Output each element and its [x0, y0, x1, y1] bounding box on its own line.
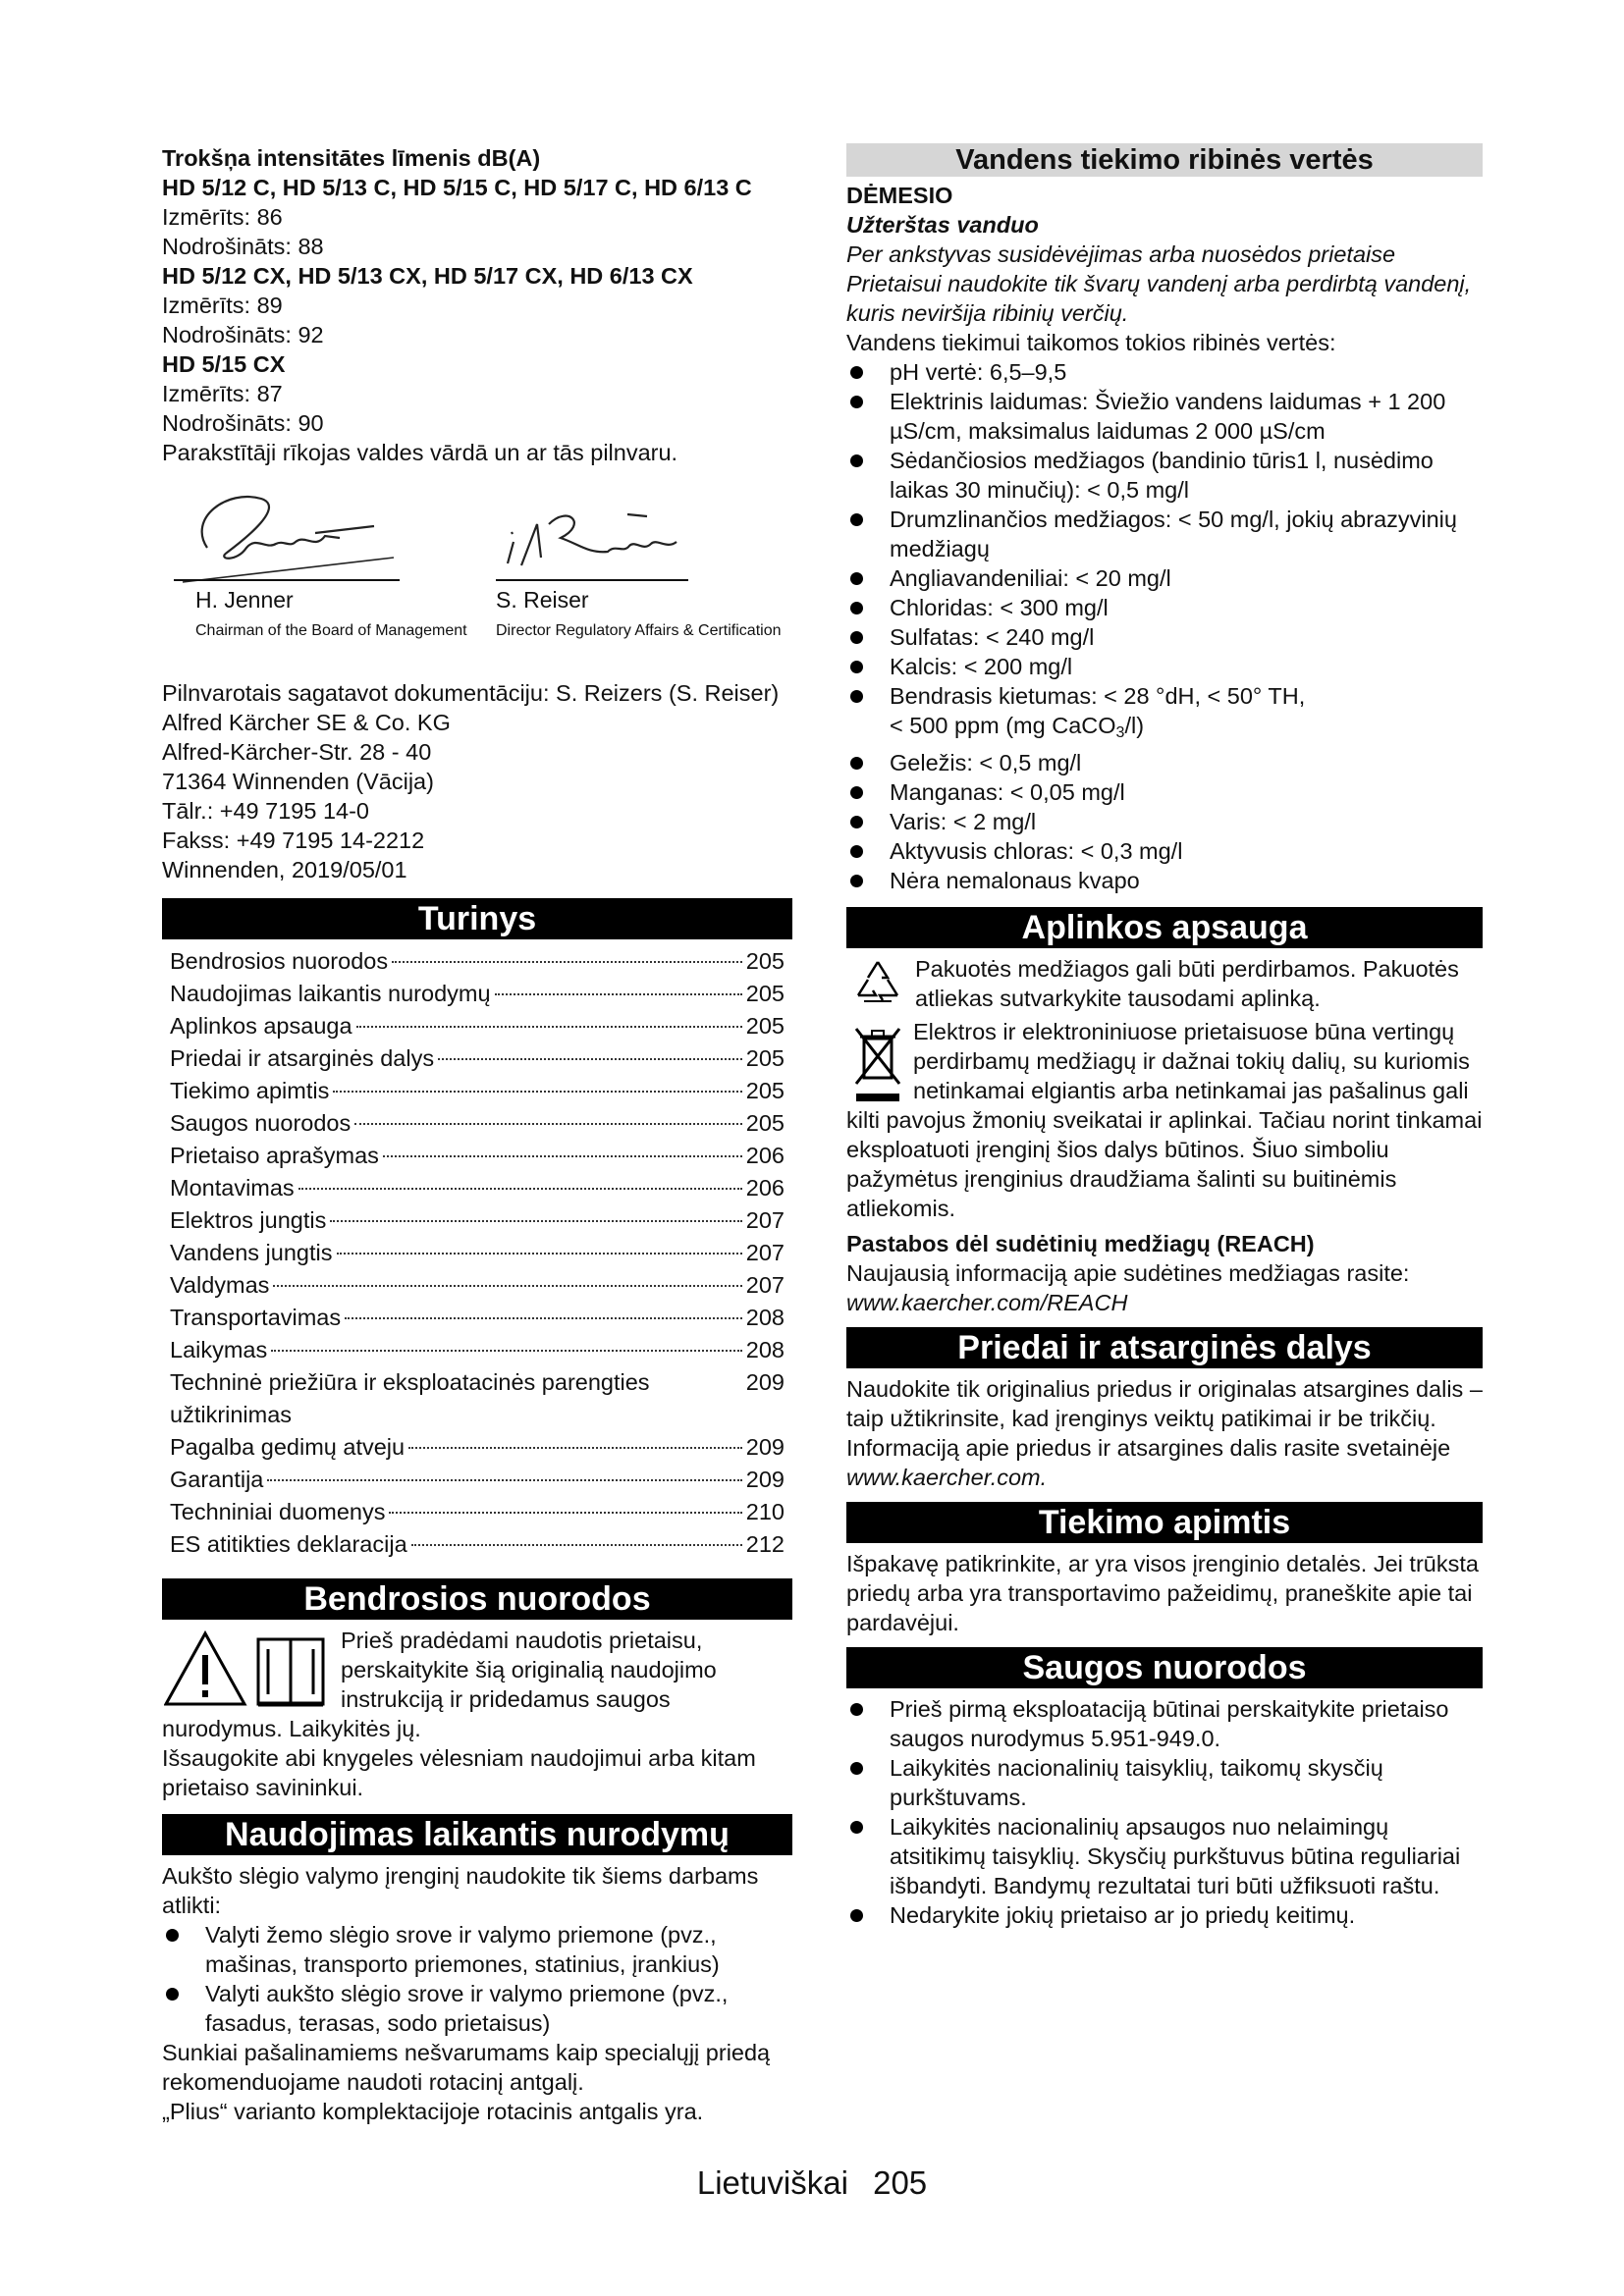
reach-text: Naujausią informaciją apie sudėtines medžiagas rasite:	[846, 1260, 1410, 1286]
contact-line-4: 71364 Winnenden (Vācija)	[162, 769, 434, 794]
toc-entry-title: Garantija	[170, 1467, 264, 1492]
toc-entry-title: Pagalba gedimų atveju	[170, 1434, 406, 1460]
signature-jenner-image	[168, 479, 404, 587]
safety-list	[846, 1694, 1483, 1930]
toc-entry	[170, 978, 785, 1010]
toc-leader-dots	[354, 1123, 742, 1125]
toc-entry-title: Tiekimo apimtis	[170, 1078, 330, 1103]
toc-leader-dots	[356, 1026, 742, 1028]
list-item: Nedarykite jokių prietaiso ar jo priedų keitimų.	[846, 1900, 1483, 1930]
water-intro: Vandens tiekimui taikomos tokios ribinės vertės:	[846, 330, 1336, 355]
toc-entry-title: Elektros jungtis	[170, 1207, 327, 1233]
toc-leader-dots	[337, 1253, 742, 1255]
toc-entry	[170, 1496, 785, 1528]
toc-entry-title: Laikymas	[170, 1337, 268, 1362]
section-heading-accessories: Priedai ir atsarginės dalys	[846, 1327, 1483, 1368]
section-heading-intended-use: Naudojimas laikantis nurodymų	[162, 1814, 792, 1855]
toc-entry-title: Montavimas	[170, 1175, 295, 1201]
scope-text: Išpakavę patikrinkite, ar yra visos įrenginio detalės. Jei trūksta priedų arba yra transportavimo pažeidimų, praneškite apie tai pardavėjui.	[846, 1551, 1479, 1635]
signatories-note: Parakstītāji rīkojas valdes vārdā un ar tās pilnvaru.	[162, 440, 678, 465]
noise-group3-guaranteed: Nodrošināts: 90	[162, 410, 324, 436]
hardness-extra-a: < 500 ppm (mg CaCO	[890, 713, 1116, 738]
toc-entry	[170, 945, 785, 978]
noise-group1-measured: Izmērīts: 86	[162, 204, 283, 230]
toc-entry-page: 205	[745, 1110, 785, 1136]
section-heading-safety: Saugos nuorodos	[846, 1647, 1483, 1688]
list-item: Angliavandeniliai: < 20 mg/l	[846, 563, 1483, 593]
list-item: Laikykitės nacionalinių taisyklių, taikomų skysčių purkštuvams.	[846, 1753, 1483, 1812]
intended-intro: Aukšto slėgio valymo įrenginį naudokite tik šiems darbams atlikti:	[162, 1863, 759, 1918]
toc-entry-title: Saugos nuorodos	[170, 1110, 352, 1136]
toc-entry-page: 208	[745, 1305, 785, 1330]
toc-entry-page: 205	[745, 1045, 785, 1071]
hardness-text: Bendrasis kietumas: < 28 °dH, < 50° TH,	[890, 683, 1306, 709]
toc-leader-dots	[271, 1350, 742, 1352]
list-item: Valyti žemo slėgio srove ir valymo priemone (pvz., mašinas, transporto priemones, statinius, įrankius)	[162, 1920, 792, 1979]
toc-entry-page: 205	[745, 1013, 785, 1039]
section-heading-scope: Tiekimo apimtis	[846, 1502, 1483, 1543]
list-item: Valyti aukšto slėgio srove ir valymo priemone (pvz., fasadus, terasas, sodo prietaisus)	[162, 1979, 792, 2038]
toc-entry-title: Priedai ir atsarginės dalys	[170, 1045, 435, 1071]
accessories-text-2-body: Informaciją apie priedus ir atsargines dalis rasite svetainėje	[846, 1435, 1451, 1461]
toc-leader-dots	[273, 1285, 741, 1287]
general-notes-block	[162, 1626, 792, 1802]
contact-line-6: Fakss: +49 7195 14-2212	[162, 828, 425, 853]
attention-label: DĖMESIO	[846, 183, 953, 208]
list-item: Sėdančiosios medžiagos (bandinio tūris1 l, nusėdimo laikas 30 minučių): < 0,5 mg/l	[846, 446, 1483, 505]
toc-entry-page: 209	[745, 1467, 785, 1492]
page-footer	[0, 2164, 1624, 2202]
toc-entry	[170, 1075, 785, 1107]
list-item: Varis: < 2 mg/l	[846, 807, 1483, 836]
intended-use-list	[162, 1920, 792, 2038]
toc-entry-title: Aplinkos apsauga	[170, 1013, 352, 1039]
toc-entry-page: 207	[745, 1207, 785, 1233]
signature-line-1	[174, 579, 400, 581]
toc-entry-page: 212	[745, 1531, 785, 1557]
toc-entry	[170, 1528, 785, 1561]
toc-entry	[170, 1366, 785, 1431]
list-item: Drumzlinančios medžiagos: < 50 mg/l, jokių abrazyvinių medžiagų	[846, 505, 1483, 563]
packaging-text: Pakuotės medžiagos gali būti perdirbamos. Pakuotės atliekas sutvarkykite tausodami aplinką.	[915, 956, 1459, 1011]
toc-leader-dots	[330, 1220, 741, 1222]
intended-text-2: „Plius“ varianto komplektacijoje rotacinis antgalis yra.	[162, 2099, 704, 2124]
signature-reiser-image	[500, 495, 696, 583]
toc-leader-dots	[333, 1091, 741, 1093]
section-heading-general: Bendrosios nuorodos	[162, 1578, 792, 1620]
toc-entry	[170, 1107, 785, 1140]
toc-entry-page: 206	[745, 1175, 785, 1201]
recycling-icon	[850, 956, 905, 1011]
toc-leader-dots	[495, 993, 742, 995]
toc-leader-dots	[389, 1512, 741, 1514]
toc-leader-dots	[298, 1188, 742, 1190]
hardness-extra-sub: 3	[1115, 724, 1125, 741]
toc-entry-title: Naudojimas laikantis nurodymų	[170, 981, 491, 1006]
hardness-extra-b: /l)	[1124, 713, 1145, 738]
toc-entry-page: 207	[745, 1272, 785, 1298]
toc-entry	[170, 1302, 785, 1334]
signatory-1-title: Chairman of the Board of Management	[195, 622, 467, 639]
list-item: Laikykitės nacionalinių apsaugos nuo nelaimingų atsitikimų taisyklių. Skysčių purkštuvus būtina reguliariai išbandyti. Bandymų rezultatai turi būti užfiksuoti raštu.	[846, 1812, 1483, 1900]
toc-entry-page: 210	[745, 1499, 785, 1524]
noise-group3-measured: Izmērīts: 87	[162, 381, 283, 406]
toc-entry-title: Techniniai duomenys	[170, 1499, 386, 1524]
toc-entry-page: 209	[745, 1369, 785, 1395]
left-column	[162, 143, 792, 2126]
list-item: Prieš pirmą eksploataciją būtinai perskaitykite prietaiso saugos nurodymus 5.951-949.0.	[846, 1694, 1483, 1753]
toc-entry-title: Valdymas	[170, 1272, 270, 1298]
contact-line-1: Pilnvarotais sagatavot dokumentāciju: S. Reizers (S. Reiser)	[162, 680, 780, 706]
signatory-2-title: Director Regulatory Affairs & Certification	[496, 622, 782, 639]
water-limits-list	[846, 357, 1483, 895]
noise-group2-measured: Izmērīts: 89	[162, 293, 283, 318]
environment-block	[846, 954, 1483, 1317]
toc-entry-title: Transportavimas	[170, 1305, 342, 1330]
toc-leader-dots	[392, 961, 742, 963]
toc-entry	[170, 1172, 785, 1204]
list-item: Chloridas: < 300 mg/l	[846, 593, 1483, 622]
list-item: pH vertė: 6,5–9,5	[846, 357, 1483, 387]
toc-entry	[170, 1010, 785, 1042]
toc-entry	[170, 1334, 785, 1366]
toc-entry	[170, 1269, 785, 1302]
toc-leader-dots	[408, 1447, 742, 1449]
footer-page-number: 205	[873, 2164, 928, 2201]
section-heading-environment: Aplinkos apsauga	[846, 907, 1483, 948]
table-of-contents	[170, 945, 785, 1561]
toc-leader-dots	[345, 1317, 742, 1319]
toc-entry-page: 208	[745, 1337, 785, 1362]
list-item: Geležis: < 0,5 mg/l	[846, 748, 1483, 777]
list-item: Nėra nemalonaus kvapo	[846, 866, 1483, 895]
toc-leader-dots	[267, 1479, 741, 1481]
toc-entry-title: Vandens jungtis	[170, 1240, 333, 1265]
warning-title: Užterštas vanduo	[846, 212, 1039, 238]
toc-entry	[170, 1140, 785, 1172]
list-item	[846, 681, 1483, 748]
toc-entry-page: 205	[745, 1078, 785, 1103]
list-item: Kalcis: < 200 mg/l	[846, 652, 1483, 681]
warning-text-2: Prietaisui naudokite tik švarų vandenį arba perdirbtą vandenį, kuris neviršija ribinių verčių.	[846, 271, 1472, 326]
reach-title: Pastabos dėl sudėtinių medžiagų (REACH)	[846, 1231, 1315, 1256]
noise-title: Trokšņa intensitātes līmenis dB(A)	[162, 145, 541, 171]
signatory-1-name: H. Jenner	[195, 587, 294, 613]
toc-entry-page: 207	[745, 1240, 785, 1265]
list-item: Manganas: < 0,05 mg/l	[846, 777, 1483, 807]
toc-entry	[170, 1464, 785, 1496]
toc-leader-dots	[411, 1544, 742, 1546]
contact-line-2: Alfred Kärcher SE & Co. KG	[162, 710, 451, 735]
noise-group1-guaranteed: Nodrošināts: 88	[162, 234, 324, 259]
toc-entry-page: 206	[745, 1143, 785, 1168]
signature-line-2	[496, 579, 688, 581]
toc-entry	[170, 1042, 785, 1075]
intended-text-1: Sunkiai pašalinamiems nešvarumams kaip specialųjį priedą rekomenduojame naudoti rotacinį antgalį.	[162, 2040, 771, 2095]
contact-line-7: Winnenden, 2019/05/01	[162, 857, 407, 882]
toc-entry-page: 205	[745, 981, 785, 1006]
toc-leader-dots	[438, 1058, 742, 1060]
toc-entry	[170, 1237, 785, 1269]
general-text-2: Išsaugokite abi knygeles vėlesniam naudojimui arba kitam prietaiso savininkui.	[162, 1745, 756, 1800]
list-item: Aktyvusis chloras: < 0,3 mg/l	[846, 836, 1483, 866]
toc-heading: Turinys	[162, 898, 792, 939]
accessories-text-2	[846, 1433, 1483, 1492]
toc-entry	[170, 1431, 785, 1464]
section-heading-water-limits: Vandens tiekimo ribinės vertės	[846, 143, 1483, 177]
weee-text: Elektros ir elektroniniuose prietaisuose būna vertingų perdirbamų medžiagų ir dažnai tokių dalių, su kuriomis netinkamai elgiantis arba netinkamai jas pašalinus gali kilti pavojus žmonių sveikatai ir aplinkai. Tačiau norint tinkamai eksploatuoti įrenginį šios dalys būtinos. Šiuo simboliu pažymėtus įrenginius draudžiama šalinti su buitinėmis atliekomis.	[846, 1019, 1483, 1221]
accessories-url: www.kaercher.com.	[846, 1465, 1048, 1490]
list-item: Elektrinis laidumas: Šviežio vandens laidumas + 1 200 µS/cm, maksimalus laidumas 2 000 µS/cm	[846, 387, 1483, 446]
footer-language: Lietuviškai	[696, 2164, 848, 2201]
toc-entry-page: 209	[745, 1434, 785, 1460]
reach-url: www.kaercher.com/REACH	[846, 1290, 1128, 1315]
toc-entry-title: Bendrosios nuorodos	[170, 948, 389, 974]
noise-group3-models: HD 5/15 CX	[162, 351, 286, 377]
noise-group1-models: HD 5/12 C, HD 5/13 C, HD 5/15 C, HD 5/17 C, HD 6/13 C	[162, 175, 752, 200]
accessories-text-1: Naudokite tik originalius priedus ir originalas atsargines dalis – taip užtikrinsite, kad įrenginys veiktų patikimai ir be trikčių.	[846, 1376, 1483, 1431]
toc-entry	[170, 1204, 785, 1237]
noise-group2-guaranteed: Nodrošināts: 92	[162, 322, 324, 347]
toc-leader-dots	[383, 1155, 742, 1157]
warning-text-1: Per ankstyvas susidėvėjimas arba nuosėdos prietaise	[846, 241, 1396, 267]
toc-entry-title: Prietaiso aprašymas	[170, 1143, 379, 1168]
contact-line-3: Alfred-Kärcher-Str. 28 - 40	[162, 739, 432, 765]
toc-entry-title: Techninė priežiūra ir eksploatacinės parengties užtikrinimas	[170, 1369, 650, 1427]
list-item: Sulfatas: < 240 mg/l	[846, 622, 1483, 652]
right-column	[846, 143, 1483, 1930]
crossed-bin-icon	[852, 1023, 903, 1105]
signature-block	[162, 477, 792, 678]
warning-and-manual-icon	[164, 1629, 331, 1710]
contact-line-5: Tālr.: +49 7195 14-0	[162, 798, 369, 824]
general-text-1: Prieš pradėdami naudotis prietaisu, perskaitykite šią originalią naudojimo instrukciją ir pridedamus saugos nurodymus. Laikykitės jų.	[162, 1628, 717, 1741]
toc-entry-title: ES atitikties deklaracija	[170, 1531, 407, 1557]
noise-group2-models: HD 5/12 CX, HD 5/13 CX, HD 5/17 CX, HD 6/13 CX	[162, 263, 693, 289]
signatory-2-name: S. Reiser	[496, 587, 589, 613]
toc-entry-page: 205	[745, 948, 785, 974]
